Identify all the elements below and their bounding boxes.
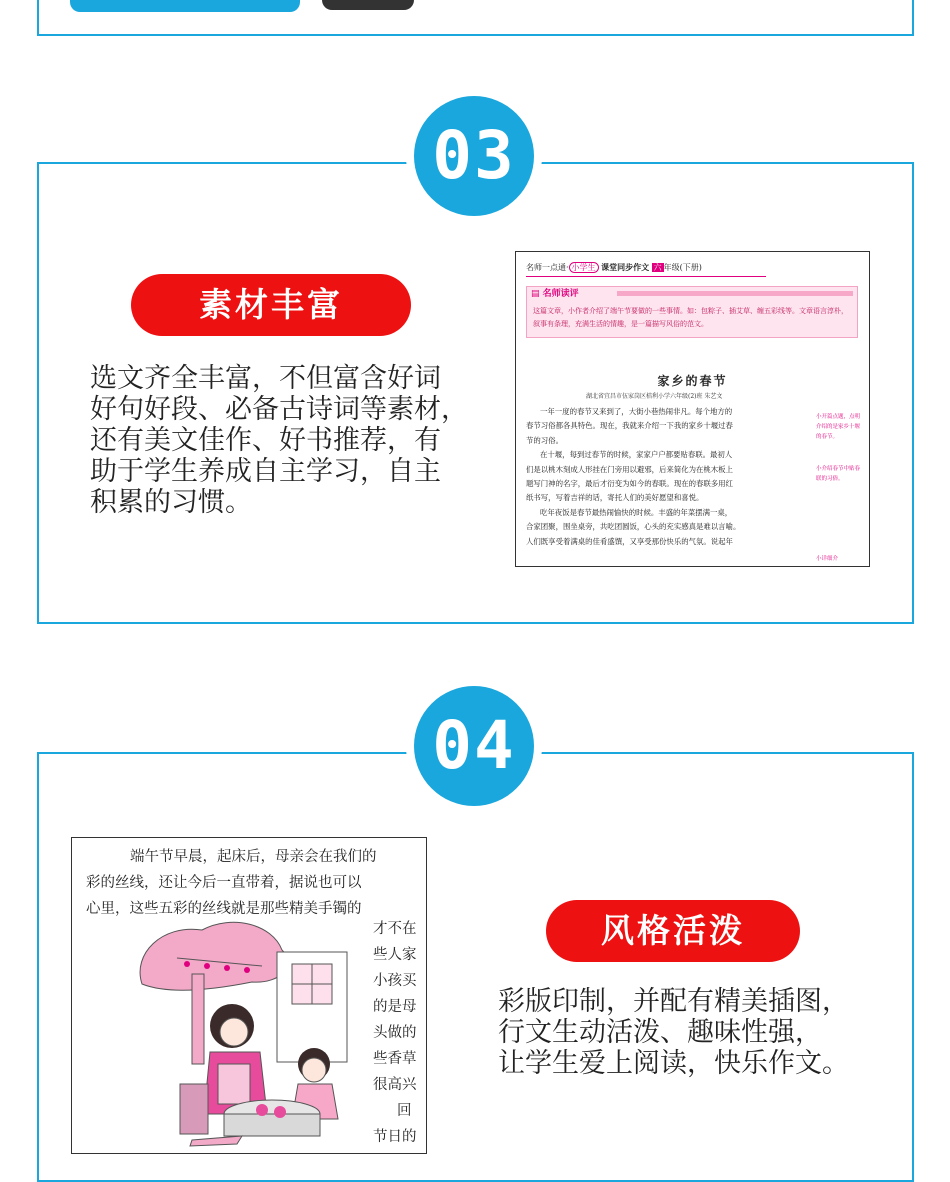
section-04-badge: 04 — [414, 686, 534, 806]
review-text: 这篇文章，小作者介绍了端午节要做的一些事情。如：包粽子、插艾草、缠五彩线等。文章语言淳朴，叙事有条理，充满生活的情趣，是一篇描写风俗的范文。 — [533, 307, 848, 328]
text-line: 端午节早晨，起床后，母亲会在我们的 — [130, 849, 377, 865]
sample-page-header — [526, 262, 866, 273]
header-grade-box: 六 — [653, 263, 662, 272]
paragraph-line: 们是以桃木刻成人形挂在门旁用以避邪，后来简化为在桃木板上 — [526, 464, 733, 474]
previous-section-tab — [322, 0, 414, 10]
paragraph-line: 人们既享受着满桌的佳肴盛馔，又享受那份快乐的气氛。说起年 — [526, 536, 733, 546]
text-line: 些人家 — [373, 947, 417, 963]
text-line: 才不在 — [373, 921, 417, 937]
section-04-sample-page — [71, 837, 427, 1154]
text-line: 小孩买 — [373, 973, 417, 989]
review-box — [526, 286, 858, 338]
review-label: ▤ 名师读评 — [531, 289, 579, 299]
text-line: 彩的丝线，还让今后一直带着，据说也可以 — [86, 875, 362, 891]
article-title: 家乡的春节 — [657, 374, 728, 388]
paragraph-line: 一年一度的春节又来到了，大街小巷热闹非凡。每个地方的 — [540, 407, 733, 416]
sample-side-text — [373, 916, 427, 1150]
header-grade-suffix: 年级(下册) — [663, 263, 702, 272]
paragraph-line: 纸书写，写着吉祥的话，寄托人们的美好愿望和喜悦。 — [526, 493, 704, 503]
header-main: 课堂同步作文 — [601, 262, 650, 272]
article-byline: 湖北省宜昌市伍家岗区桔利小学六年级(2)班 朱艺文 — [586, 393, 723, 400]
header-circled: 小学生 — [569, 262, 599, 273]
text-line: 回 — [397, 1103, 412, 1119]
section-03-title: 素材丰富 — [131, 274, 411, 336]
paragraph-line: 节的习俗。 — [526, 435, 563, 445]
section-03-sample-page — [515, 251, 870, 567]
margin-note: 小开篇点题，点明介绍的是家乡十堰的春节。 — [816, 414, 861, 440]
section-04-description: 彩版印制，并配有精美插图， 行文生动活泼、趣味性强， 让学生爱上阅读，快乐作文。 — [498, 986, 849, 1079]
header-rule — [526, 276, 766, 277]
previous-section-ribbon — [70, 0, 300, 12]
text-line: 些香草 — [373, 1051, 417, 1067]
article-body — [526, 405, 798, 549]
margin-note: 小详细介 — [816, 556, 839, 562]
section-03-badge: 03 — [414, 96, 534, 216]
text-line: 的是母 — [373, 999, 417, 1015]
header-prefix: 名师一点通· — [526, 263, 569, 272]
text-line: 节日的 — [373, 1129, 417, 1145]
text-line: 很高兴 — [373, 1077, 417, 1093]
review-bar — [617, 291, 853, 296]
section-04-title: 风格活泼 — [546, 900, 800, 962]
sample-top-text — [86, 844, 426, 922]
paragraph-line: 春节习俗都各具特色。现在，我就来介绍一下我的家乡十堰过春 — [526, 421, 733, 431]
mother-and-child-illustration — [132, 914, 382, 1148]
book-icon: ▤ — [531, 289, 540, 299]
paragraph-line: 合家团聚，围坐桌旁，共吃团圆饭，心头的充实感真是难以言喻。 — [526, 522, 741, 532]
paragraph-line: 吃年夜饭是春节最热闹愉快的时候。丰盛的年菜摆满一桌， — [540, 507, 733, 517]
text-line: 头做的 — [373, 1025, 417, 1041]
text-line: 心里，这些五彩的丝线就是那些精美手镯的 — [86, 901, 362, 917]
margin-note: 小介绍春节中贴春联的习俗。 — [816, 466, 861, 482]
section-03-description: 选文齐全丰富，不但富含好词 好句好段、必备古诗词等素材， 还有美文佳作、好书推荐，有 助于学生养成自主学习，自主 积累的习惯。 — [90, 363, 468, 518]
paragraph-line: 题写门神的名字，最后才衍变为如今的春联。现在的春联多用红 — [526, 479, 733, 489]
paragraph-line: 在十堰，每到过春节的时候，家家户户都要贴春联。最初人 — [540, 450, 733, 460]
